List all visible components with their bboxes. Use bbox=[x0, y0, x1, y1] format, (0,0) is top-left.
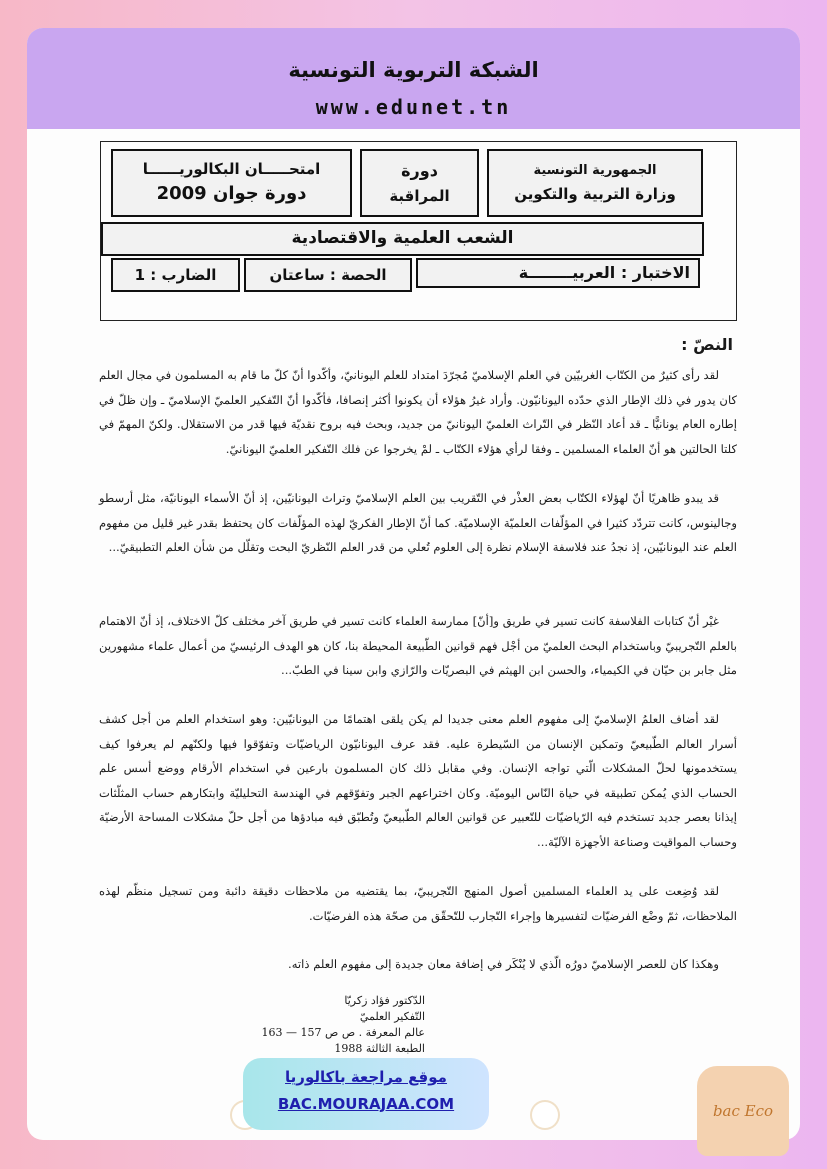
paragraph-6: وهكذا كان للعصر الإسلاميّ دورُه الّذي لا يُنْكَر في إضافة معان جديدة إلى مفهوم العلم ذاته. bbox=[288, 957, 719, 971]
bac-eco-logo bbox=[697, 1066, 789, 1156]
paragraph-3: غيْر أنّ كتابات الفلاسفة كانت تسير في طريق و[أنّ] ممارسة العلماء كانت تسير في طريق آخر مختلف كلّ الاختلاف، إذ أنّ الاهتمام بالعلم التّجريبيّ وباستخدام البحث العلميّ من أجْل فهم قوانين الطّبيعة المحيطة بنا، كان هو الهدف الرئيسيّ من أعمال علماء مشهورين مثل جابر بن حيّان في الكيمياء، والحسن ابن الهيثم في البصريّات والرّازي وابن سينا في الطبّ... bbox=[99, 614, 737, 678]
bac-eco-logo-text: bac Eco bbox=[712, 1102, 774, 1120]
page-sheet bbox=[27, 28, 800, 1140]
republic-label: الجمهورية التونسية bbox=[533, 162, 657, 178]
banner-url[interactable]: www.edunet.tn bbox=[315, 95, 512, 119]
site-arabic-link[interactable]: موقع مراجعة باكالوريا bbox=[285, 1068, 447, 1086]
exam-session: دورة جوان 2009 bbox=[156, 183, 307, 205]
paragraph-2: قد يبدو ظاهريًا أنّ لهؤلاء الكتّاب بعض العذْر في التّقريب بين العلم الإسلاميّ وتراث اليونانيّين، إذ أنّ الأسماء اليونانيّة، مثل أرسطو وجالينوس، كانت تتردّد كثيرا في المؤلّفات العلميّة الإسلاميّة. كما أنّ الإطار الفكريّ لهذه المؤلّفات كان يحتفظ بقدر غير قليل من مفهوم العلم عند اليونانيّين، إذ نجدُ عند فلاسفة الإسلام نظرة إلى العلوم تُعلي من قدر العلم النّظريّ البحت وتقلّل من شأن العلم التطبيقيّ... bbox=[99, 491, 737, 555]
subject-label: الاختبار : العربيــــــــة bbox=[518, 263, 690, 282]
streams-box bbox=[101, 222, 704, 256]
exam-name: امتحـــــان البكالوريــــــا bbox=[142, 160, 321, 179]
right-logo-icon bbox=[532, 1102, 558, 1128]
ministry-label: وزارة التربية والتكوين bbox=[514, 184, 676, 203]
site-url-link[interactable]: BAC.MOURAJAA.COM bbox=[277, 1095, 455, 1113]
streams-label: الشعب العلمية والاقتصادية bbox=[291, 228, 514, 249]
citation-book: التّفكير العلميّ bbox=[359, 1010, 425, 1023]
session-type: المراقبة bbox=[389, 186, 450, 205]
paragraph-1: لقد رأى كثيرٌ من الكتّاب الغربيّين في العلم الإسلاميّ مُجرّدَ امتداد للعلم اليونانيّ، وأكّدوا أنّ كلّ ما قام به المسلمون في مجال العلم كان يدور في ذلك الإطار الذي حدّده اليونانيّون. وأراد غيرُ هؤلاء أن يكونوا أكثر إنصافا، فأكّدوا أنّ التّفكير العلميّ الإسلاميّ ـ وإن ظلّ في إطاره العام يونانيًّا ـ قد أعاد النّظر في التّراث العلميّ اليونانيّ من جديد، وبحث فيه بروح نقديّة فيها قدر من الاستقلال. ولكنّ المهمّ في كلتا الحالتين هو أنّ العلماء المسلمين ـ وفقا لرأي هؤلاء الكتّاب ـ لمْ يخرجوا عن فلك التّفكير العلميّ اليونانيّ. bbox=[99, 368, 737, 456]
citation-edition: الطبعة الثالثة 1988 bbox=[334, 1042, 425, 1055]
session-label: دورة bbox=[401, 160, 438, 180]
coefficient-label: الضارب : 1 bbox=[134, 265, 217, 284]
ministry-box bbox=[487, 149, 703, 217]
duration-label: الحصة : ساعتان bbox=[269, 265, 387, 284]
paragraph-4: لقد أضاف العلمُ الإسلاميّ إلى مفهوم العلم معنى جديدا لم يكن يلقى اهتمامًا من اليونانيّين: وهو استخدام العلم من أجل كشف أسرار العالم الطّبيعيّ وتمكين الإنسان من السّيطرة عليه. فقد عرف اليونانيّون الرياضيّات وتفوّقوا فيها ولكنّهم لم يعرفوا كيف يستخدمونها لحلّ المشكلات الّتي تواجه الإنسان. وفي مقابل ذلك كان المسلمون بارعين في استخدام الأرقام ووضع أسس علم الحساب الذي يُمكن تطبيقه في حياة النّاس اليوميّة. وكان اختراعهم الجبر وتفوّقهم في الهندسة التحليليّة وابتكارهم حساب المثلّثات إيذانا بعصر جديد تستخدم فيه الرّياضيّات للتّعبير عن قوانين العالم الطّبيعيّ وتُطبّق فيه مبادؤها من أجل حلّ مشكلات المساحة الأرضيّة وحساب المواقيت وصناعة الأجهزة الآليّة... bbox=[99, 712, 737, 849]
paragraph-5: لقد وُضِعت على يد العلماء المسلمين أصول المنهج التّجريبيّ، بما يقتضيه من ملاحظات دقيقة دائبة ومن تسجيل منظّم لهذه الملاحظات، ثمّ وضْع الفرضيّات لتفسيرها وإجراء التّجارب للتّحقّق من صحّة هذه الفرضيّات. bbox=[99, 884, 737, 923]
duration-box bbox=[244, 258, 412, 292]
exam-box bbox=[111, 149, 352, 217]
coefficient-box bbox=[111, 258, 240, 292]
banner-title: الشبكة التربوية التونسية bbox=[288, 58, 539, 82]
subject-box bbox=[416, 258, 700, 288]
edunet-banner bbox=[27, 28, 800, 129]
text-heading: النصّ : bbox=[681, 335, 733, 354]
citation-author: الدّكتور فؤاد زكريّا bbox=[344, 994, 425, 1007]
bac-mourajaa-badge[interactable] bbox=[243, 1058, 489, 1130]
citation bbox=[262, 993, 425, 1057]
session-box bbox=[360, 149, 479, 217]
citation-series: عالم المعرفة . ص ص 157 — 163 bbox=[261, 1026, 425, 1039]
